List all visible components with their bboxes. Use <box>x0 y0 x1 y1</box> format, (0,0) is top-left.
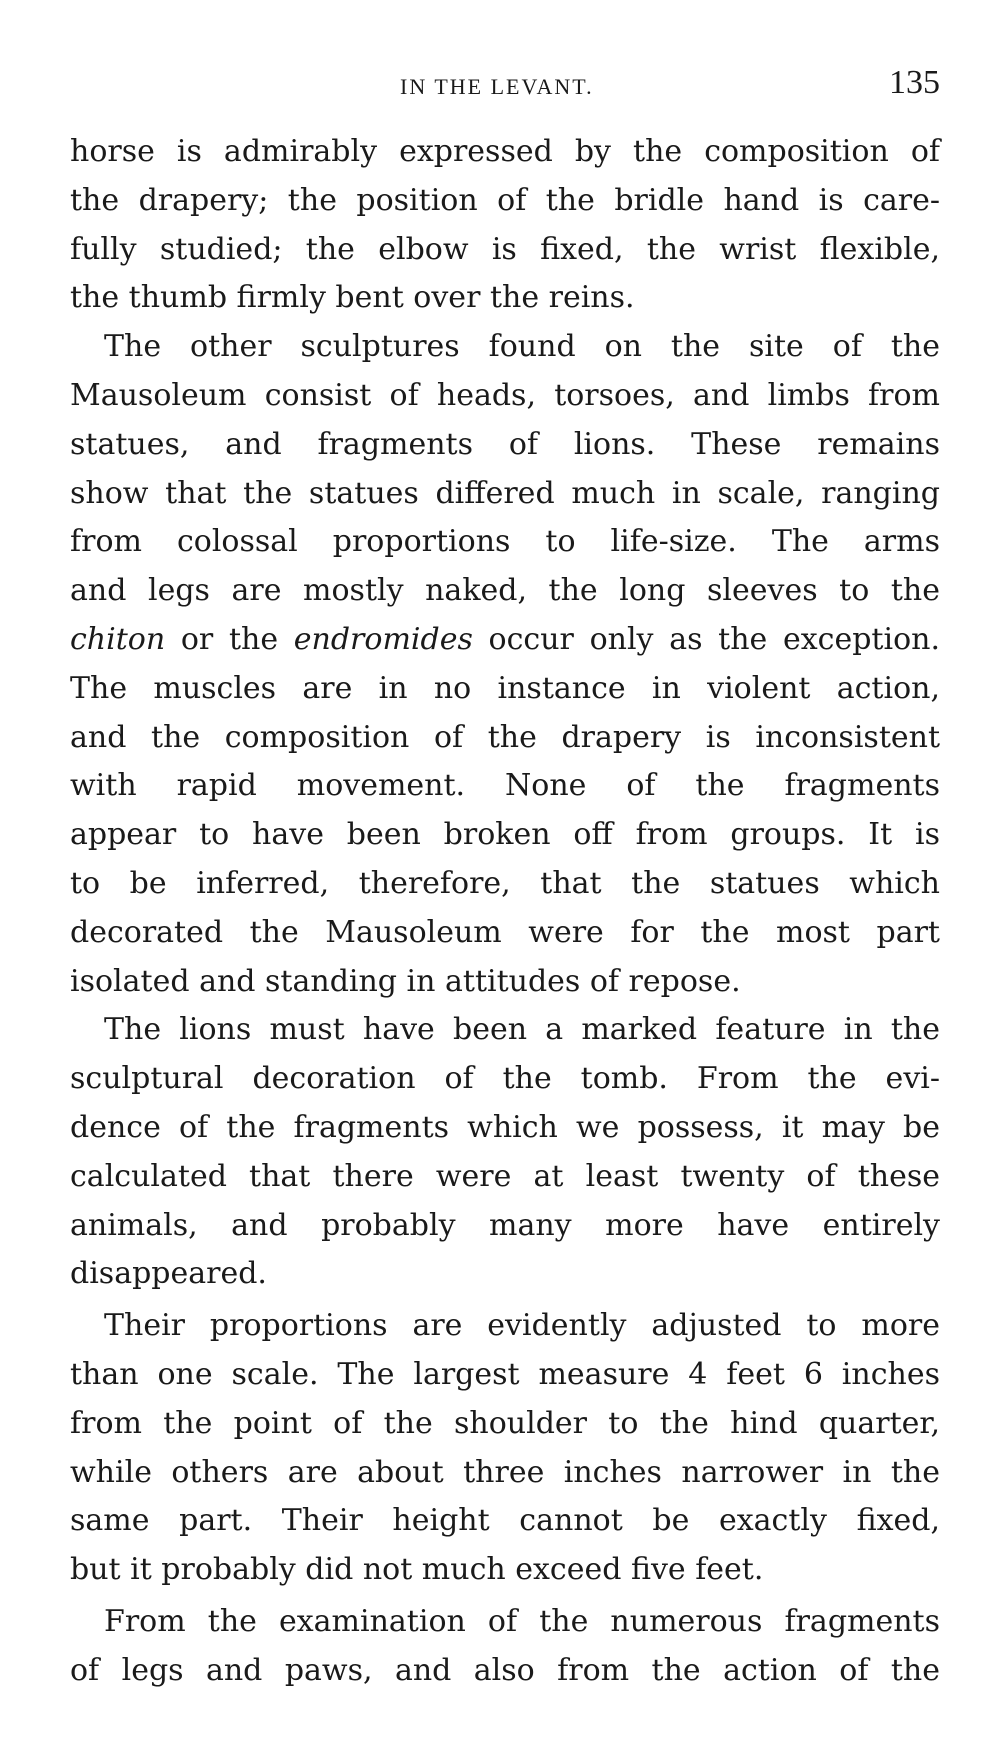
running-title: IN THE LEVANT. <box>400 74 594 99</box>
text-line: and legs are mostly naked, the long sleeves to the <box>70 573 940 609</box>
text-segment: or the <box>165 621 294 657</box>
text-line: The muscles are in no instance in violent action, <box>70 670 940 706</box>
text-line: decorated the Mausoleum were for the most part <box>70 914 940 950</box>
text-line: Mausoleum consist of heads, torsoes, and limbs from <box>70 377 940 413</box>
paragraph-first-line: From the examination of the numerous fragments <box>104 1603 940 1639</box>
text-line: with rapid movement. None of the fragments <box>70 768 940 804</box>
text-line: from colossal proportions to life-size. The arms <box>70 524 940 560</box>
italic-term-chiton: chiton <box>70 621 166 657</box>
text-line: of legs and paws, and also from the action of the <box>70 1652 940 1688</box>
text-line: but it probably did not much exceed five feet. <box>70 1552 764 1588</box>
text-line: appear to have been broken off from groups. It is <box>70 817 940 853</box>
text-line: statues, and fragments of lions. These remains <box>70 426 940 462</box>
italic-term-endromides: endromides <box>293 621 473 657</box>
paragraph-first-line: The lions must have been a marked feature in the <box>104 1012 940 1048</box>
text-line: horse is admirably expressed by the composition of <box>70 134 940 169</box>
text-line: isolated and standing in attitudes of repose. <box>70 963 741 999</box>
text-line: calculated that there were at least twenty of these <box>70 1158 940 1194</box>
text-line: disappeared. <box>70 1256 267 1292</box>
text-line: the thumb firmly bent over the reins. <box>70 280 635 316</box>
text-line: while others are about three inches narrower in the <box>70 1454 940 1490</box>
page-number: 135 <box>889 64 940 101</box>
text-line: sculptural decoration of the tomb. From the evi- <box>70 1061 940 1097</box>
paragraph-first-line: Their proportions are evidently adjusted to more <box>104 1308 940 1344</box>
text-line: animals, and probably many more have entirely <box>70 1207 940 1243</box>
running-header <box>70 64 940 112</box>
text-line: the drapery; the position of the bridle hand is care- <box>70 182 940 218</box>
text-line: from the point of the shoulder to the hind quarter, <box>70 1405 940 1441</box>
text-line: and the composition of the drapery is inconsistent <box>70 719 940 755</box>
text-line: show that the statues differed much in scale, ranging <box>70 475 940 511</box>
body-text <box>70 128 940 1696</box>
text-line: same part. Their height cannot be exactly fixed, <box>70 1503 940 1539</box>
text-line <box>70 616 940 665</box>
text-line: to be inferred, therefore, that the statues which <box>70 865 940 901</box>
text-line: fully studied; the elbow is fixed, the wrist flexible, <box>70 231 940 267</box>
paragraph-first-line: The other sculptures found on the site of the <box>104 329 940 365</box>
text-line: dence of the fragments which we possess, it may be <box>70 1109 940 1145</box>
text-segment: occur only as the exception. <box>472 621 940 657</box>
text-line: than one scale. The largest measure 4 feet 6 inches <box>70 1356 940 1392</box>
